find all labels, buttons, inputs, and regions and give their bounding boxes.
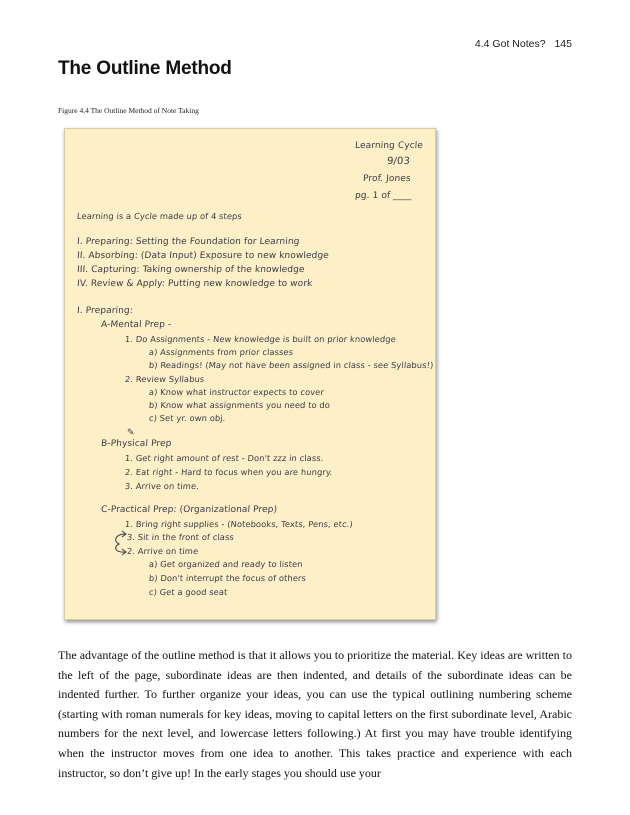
running-header — [469, 38, 572, 50]
notes-practical-item-1: 1. Bring right supplies - (Notebooks, Texts, Pens, etc.) — [124, 519, 354, 529]
swap-arrow-icon — [111, 529, 129, 557]
notes-topic: Learning Cycle — [354, 141, 424, 151]
notes-physical-item-2: 2. Eat right - Hard to focus when you are hungry. — [124, 467, 333, 477]
notes-physical-item-3: 3. Arrive on time. — [124, 481, 200, 491]
notes-mental-item-2c: c) Set yr. own obj. — [148, 413, 226, 423]
notes-intro: Learning is a Cycle made up of 4 steps — [76, 211, 243, 221]
notes-physical-heading: B-Physical Prep — [100, 439, 172, 449]
notes-mental-heading: A-Mental Prep - — [100, 320, 172, 330]
handwritten-notes-figure — [64, 128, 436, 620]
notes-mental-item-1a: a) Assignments from prior classes — [148, 347, 294, 357]
header-page-number: 145 — [554, 38, 572, 50]
pencil-doodle-icon: ✎ — [127, 427, 135, 437]
notes-professor: Prof. Jones — [362, 174, 412, 184]
page-title: The Outline Method — [58, 58, 232, 79]
notes-practical-item-3: 3. Sit in the front of class — [126, 532, 235, 542]
body-paragraph: The advantage of the outline method is that it allows you to prioritize the material. Key ideas are written to the left of the page, subordinate ideas are then indented, and details of the subordinate ideas can be indented further. To further organize your ideas, you can use the typical outlining numbering scheme (starting with roman numerals for key ideas, moving to capital letters on the first subordinate level, Arabic numbers for the next level, and lowercase letters following.) At first you may have trouble identifying when the instructor moves from one idea to another. This takes practice and experience with each instructor, so don’t give up! In the early stages you should use your — [58, 648, 572, 780]
notes-mental-item-1: 1. Do Assignments - New knowledge is built on prior knowledge — [124, 334, 397, 344]
notes-practical-item-2: 2. Arrive on time — [126, 546, 199, 556]
notes-step-4: IV. Review & Apply: Putting new knowledge to work — [76, 279, 313, 289]
figure-caption: Figure 4.4 The Outline Method of Note Taking — [58, 106, 199, 115]
notes-practical-heading: C-Practical Prep: (Organizational Prep) — [100, 505, 278, 515]
notes-mental-item-2a: a) Know what instructor expects to cover — [148, 387, 325, 397]
notes-date: 9/03 — [386, 156, 411, 167]
notes-step-3: III. Capturing: Taking ownership of the knowledge — [76, 265, 305, 275]
notes-physical-item-1: 1. Get right amount of rest - Don't zzz in class. — [124, 453, 324, 463]
notes-step-2: II. Absorbing: (Data Input) Exposure to new knowledge — [76, 251, 330, 261]
notes-practical-item-2c: c) Get a good seat — [148, 587, 228, 597]
notes-section-heading: I. Preparing: — [76, 306, 134, 316]
notes-page-label: pg. 1 of ____ — [354, 191, 412, 201]
notes-step-1: I. Preparing: Setting the Foundation for Learning — [76, 237, 300, 247]
notes-practical-item-2b: b) Don't interrupt the focus of others — [148, 573, 307, 583]
header-section: 4.4 Got Notes? — [474, 38, 546, 50]
notes-mental-item-2: 2. Review Syllabus — [124, 374, 205, 384]
notes-mental-item-2b: b) Know what assignments you need to do — [148, 400, 331, 410]
notes-mental-item-1b: b) Readings! (May not have been assigned in class - see Syllabus!) — [148, 360, 434, 370]
notes-practical-item-2a: a) Get organized and ready to listen — [148, 559, 303, 569]
